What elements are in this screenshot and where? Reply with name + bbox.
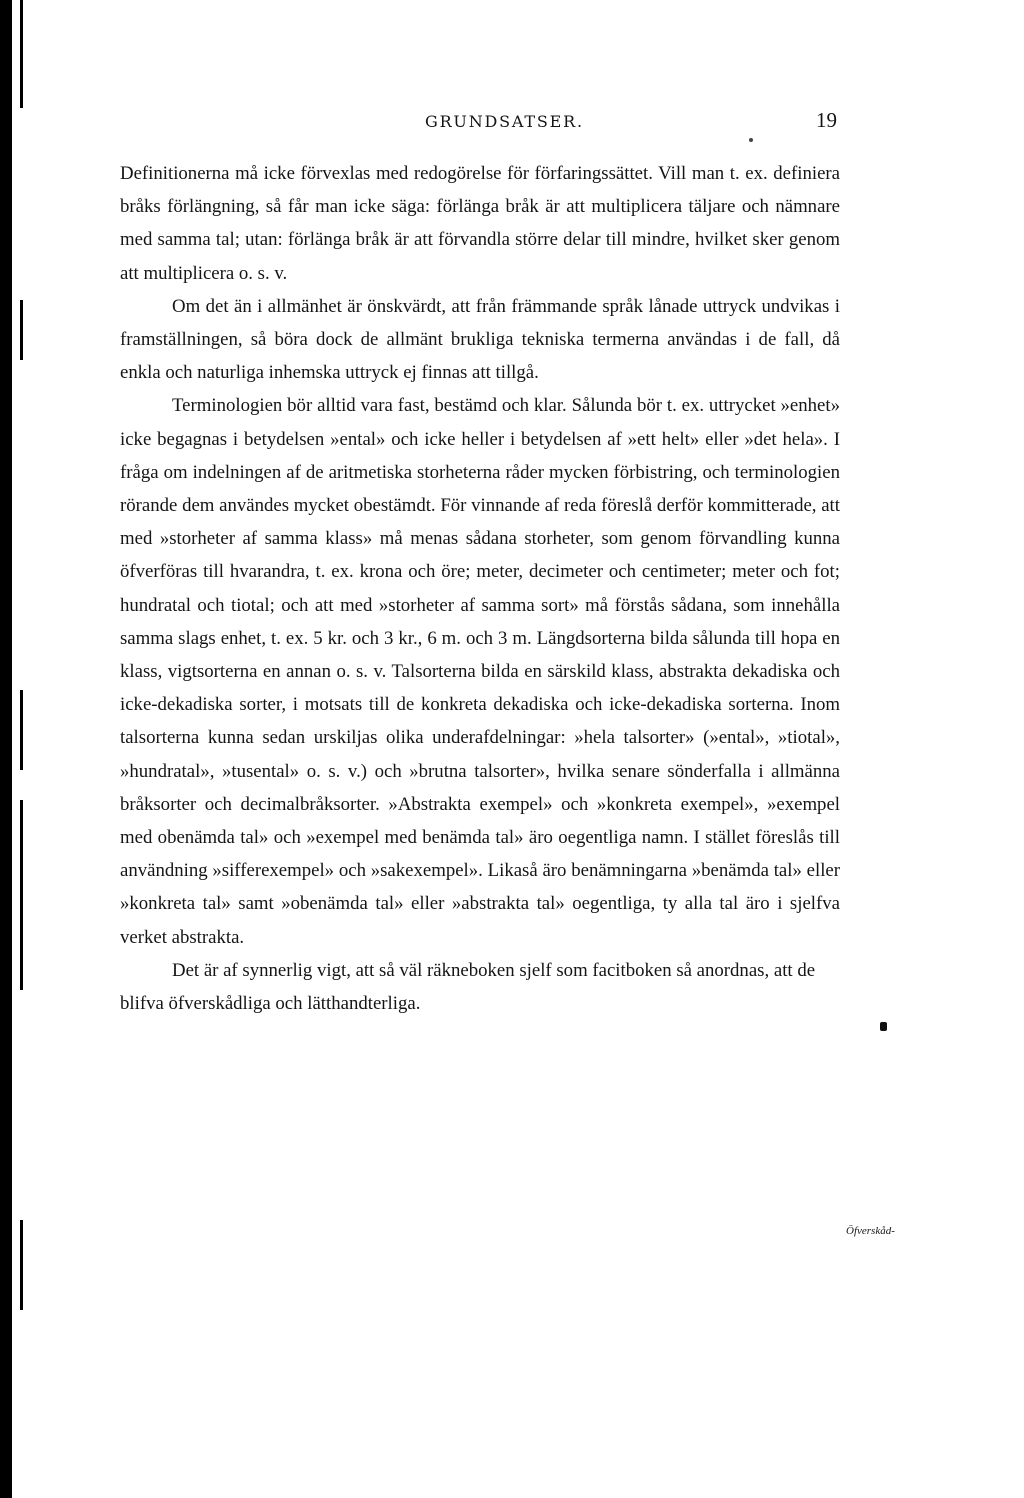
scan-artifact xyxy=(20,300,23,360)
paragraph-overview: Det är af synnerlig vigt, att så väl räkneboken sjelf som facitboken så anordnas, att de blifva öfverskådliga och lätthandterliga. xyxy=(120,959,816,1015)
page-number: 19 xyxy=(816,108,837,132)
scan-artifact xyxy=(20,1220,23,1310)
paragraph-definitions: Definitionerna må icke förvexlas med redogörelse för förfaringssättet. Vill man t. ex. definiera bråks förlängning, så får man icke säga: förlänga bråk är att multiplicera täljare och nämnare med samma tal; utan: förlänga bråk är att förvandla större delar till mindre, hvilket sker genom att multiplicera o. s. v. xyxy=(120,163,840,284)
ink-mark xyxy=(880,1022,887,1031)
paragraph-terminology: Terminologien bör alltid vara fast, bestämd och klar. Sålunda bör t. ex. uttrycket »enhet» icke begagnas i betydelsen »ental» och icke heller i betydelsen af »ett helt» eller »det hela». I fråga om indelningen af de aritmetiska storheterna råder mycken förbistring, och terminologien rörande dem användes mycket obestämdt. För vinnande af reda föreslå derför kommitterade, att med »storheter af samma klass» må menas sådana storheter, som genom förvandling kunna öfverföras till hvarandra, t. ex. krona och öre; meter, decimeter och centimeter; meter och fot; hundratal och tiotal; och att med »storheter af samma sort» må förstås sådana, som innehålla samma slags enhet, t. ex. 5 kr. och 3 kr., 6 m. och 3 m. Längdsorterna bilda sålunda till hopa en klass, vigtsorterna en annan o. s. v. Talsorterna bilda en särskild klass, abstrakta dekadiska och icke-dekadiska sorter, i motsats till de konkreta dekadiska och icke-dekadiska sorterna. Inom talsorterna kunna sedan urskiljas olika underafdelningar: »hela talsorter» (»ental», »tiotal», »hundratal», »tusental» o. s. v.) och »brutna talsorter», hvilka senare sönderfalla i allmänna bråksorter och decimalbråksorter. »Abstrakta exempel» och »konkreta exempel», »exempel med obenämda tal» och »exempel med benämda tal» äro oegentliga namn. I stället föreslås till användning »sifferexempel» och »sakexempel». Likaså äro benämningarna »benämda tal» eller »konkreta tal» samt »obenämda tal» eller »abstrakta tal» oegentliga, ty alla tal äro i sjelfva verket abstrakta. xyxy=(120,395,840,948)
print-speck xyxy=(749,138,753,142)
body-text xyxy=(120,157,840,1020)
margin-note: Öfverskåd- xyxy=(846,1225,895,1237)
scan-artifact xyxy=(20,0,23,108)
scan-border xyxy=(0,0,12,1498)
scan-artifact xyxy=(20,800,23,990)
scan-artifact xyxy=(20,690,23,770)
running-head: GRUNDSATSER. xyxy=(425,112,584,131)
page-header xyxy=(0,108,1024,138)
paragraph-foreign-terms: Om det än i allmänhet är önskvärdt, att från främmande språk lånade uttryck undvikas i framställningen, så böra dock de allmänt brukliga tekniska termerna användas i de fall, då enkla och naturliga inhemska uttryck ej finnas att tillgå. xyxy=(120,295,840,384)
